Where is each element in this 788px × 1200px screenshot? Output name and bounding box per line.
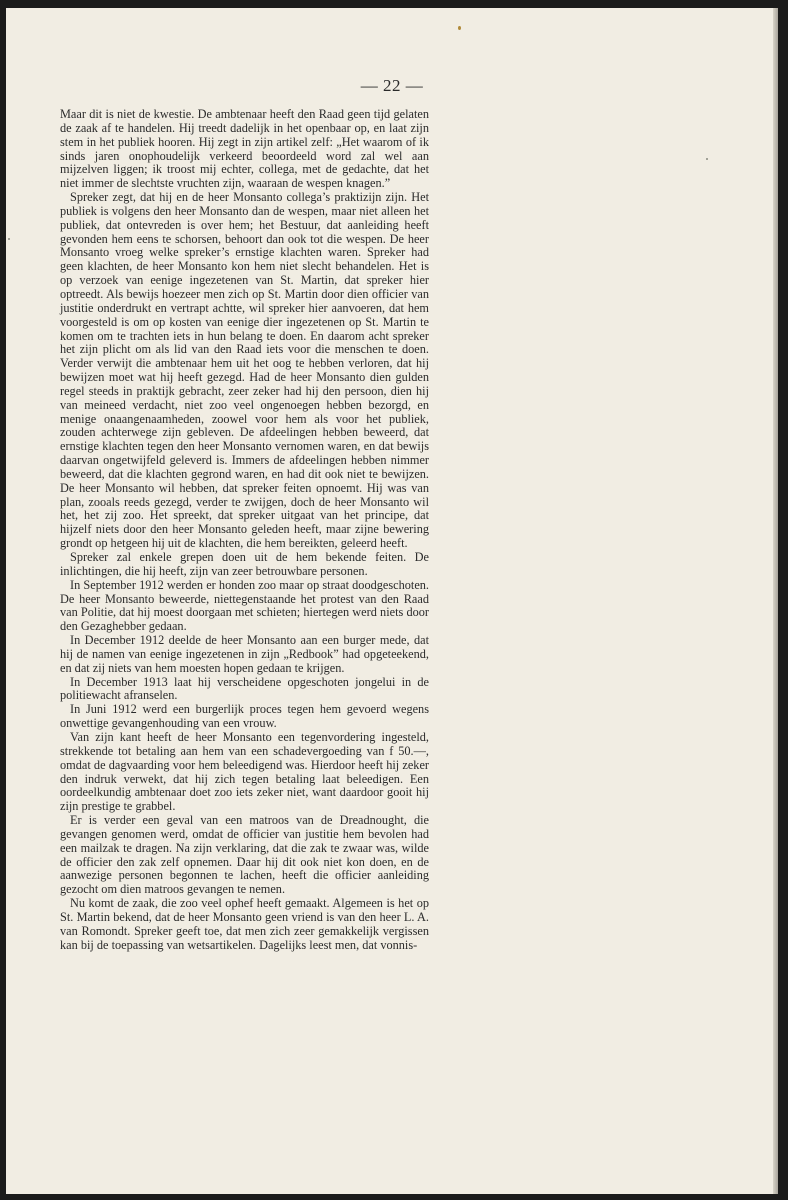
ink-speck xyxy=(8,238,10,240)
document-page xyxy=(6,8,778,1194)
paragraph: Van zijn kant heeft de heer Monsanto een tegenvordering ingesteld, strekkende tot betaling aan hem van een schadevergoeding van f 50.—, omdat de dagvaarding voor hem beleedigend was. Hierdoor heeft hij zeker den indruk verwekt, dat hij zich tegen betaling laat beleedigen. Een oordeelkundig ambtenaar doet zoo iets zeker niet, want daardoor gooit hij zijn prestige te grabbel. xyxy=(60,729,429,814)
page-edge-shadow xyxy=(773,8,778,1194)
paragraph: In September 1912 werden er honden zoo maar op straat doodgeschoten. De heer Monsanto beweerde, niettegenstaande het protest van den Raad van Politie, dat hij moest doorgaan met schieten; hiertegen werd niets door den Gezaghebber gedaan. xyxy=(60,577,429,634)
paragraph: Spreker zal enkele grepen doen uit de hem bekende feiten. De inlichtingen, die hij heeft, zijn van zeer betrouwbare personen. xyxy=(60,550,429,578)
paragraph: Maar dit is niet de kwestie. De ambtenaar heeft den Raad geen tijd gelaten de zaak af te handelen. Hij treedt dadelijk in het openbaar op, en laat zijn stem in het publiek hooren. Hij zegt in zijn artikel zelf: „Het waarom of ik sinds jaren onophoudelijk verkeerd beoordeeld word zal wel aan mijzelven liggen; ik troost mij echter, collega, met de gedachte, dat het niet immer de slechtste vruchten zijn, waaraan de wespen knagen.” xyxy=(60,107,429,191)
page-number: — 22 — xyxy=(360,76,424,95)
paragraph: Er is verder een geval van een matroos van de Dreadnought, die gevangen genomen werd, omdat de officier van justitie hem bevolen had een mailzak te dragen. Na zijn verklaring, dat die zak te zwaar was, wilde de officier den zak zelf opnemen. Daar hij dit ook niet kon doen, en de aanwezige personen begonnen te lachen, heeft die officier aanleiding gezocht om dien matroos gevangen te nemen. xyxy=(60,813,429,897)
paragraph: In Juni 1912 werd een burgerlijk proces tegen hem gevoerd wegens onwettige gevangenhouding van een vrouw. xyxy=(60,702,429,731)
paragraph: Spreker zegt, dat hij en de heer Monsanto collega’s praktizijn zijn. Het publiek is volgens den heer Monsanto dan de wespen, maar niet alleen het publiek, dat ontevreden is over hem; het Bestuur, dat aanleiding heeft gevonden hem eens te schorsen, behoort dan ook tot die wespen. De heer Monsanto vroeg welke spreker’s ernstige klachten waren. Spreker had geen klachten, de heer Monsanto kon hem niet slecht behandelen. Het is op verzoek van eenige ingezetenen van St. Martin, dat spreker hier optreedt. Als bewijs hoezeer men zich op St. Martin door dien officier van justitie onderdrukt en vertrapt achtte, wil spreker hier aanvoeren, dat hem voorgesteld is om op kosten van eenige dier ingezetenen op St. Martin te komen om te trachten iets in hun belang te doen. En daarom acht spreker het zijn plicht om als lid van den Raad iets voor die menschen te doen. Verder verwijt die ambtenaar hem uit het oog te hebben verloren, dat hij bewijzen moet wat hij heeft gezegd. Had de heer Monsanto dien gulden regel steeds in praktijk gebracht, zeer zeker had hij den persoon, dien hij van meineed verdacht, niet zoo veel ongenoegen hebben bezorgd, en menige onaangenaamheden, zoowel voor hem als voor het publiek, zouden achterwege zijn gebleven. De afdeelingen hebben beweerd, dat ernstige klachten tegen den heer Monsanto vernomen waren, en dat bewijs daarvan ongetwijfeld geleverd is. Immers de afdeelingen hebben nimmer beweerd, dat die klachten gegrond waren, en had dit ook niet te bewijzen. De heer Monsanto wil hebben, dat spreker feiten opnoemt. Hij was van plan, zooals reeds gezegd, verder te zwijgen, doch de heer Monsanto wil het, het zij zoo. Het spreekt, dat spreker uitgaat van het principe, dat hijzelf niets door den heer Monsanto geleden heeft, maar zijne bewering grondt op hetgeen hij uit de klachten, die hem bereikten, geleerd heeft. xyxy=(60,190,429,551)
ink-speck xyxy=(706,158,708,160)
paragraph: Nu komt de zaak, die zoo veel ophef heeft gemaakt. Algemeen is het op St. Martin bekend, dat de heer Monsanto geen vriend is van den heer L. A. van Romondt. Spreker geeft toe, dat men zich zeer gemakkelijk vergissen kan bij de toepassing van wetsartikelen. Dagelijks leest men, dat vonnis- xyxy=(60,896,429,952)
body-text xyxy=(60,108,429,952)
paragraph: In December 1912 deelde de heer Monsanto aan een burger mede, dat hij de namen van eenige ingezetenen in zijn „Redbook” had opgeteekend, en dat zij niets van hem moesten hopen gedaan te krijgen. xyxy=(60,633,429,675)
ink-speck xyxy=(458,26,461,30)
paragraph: In December 1913 laat hij verscheidene opgeschoten jongelui in de politiewacht afranselen. xyxy=(60,674,429,703)
